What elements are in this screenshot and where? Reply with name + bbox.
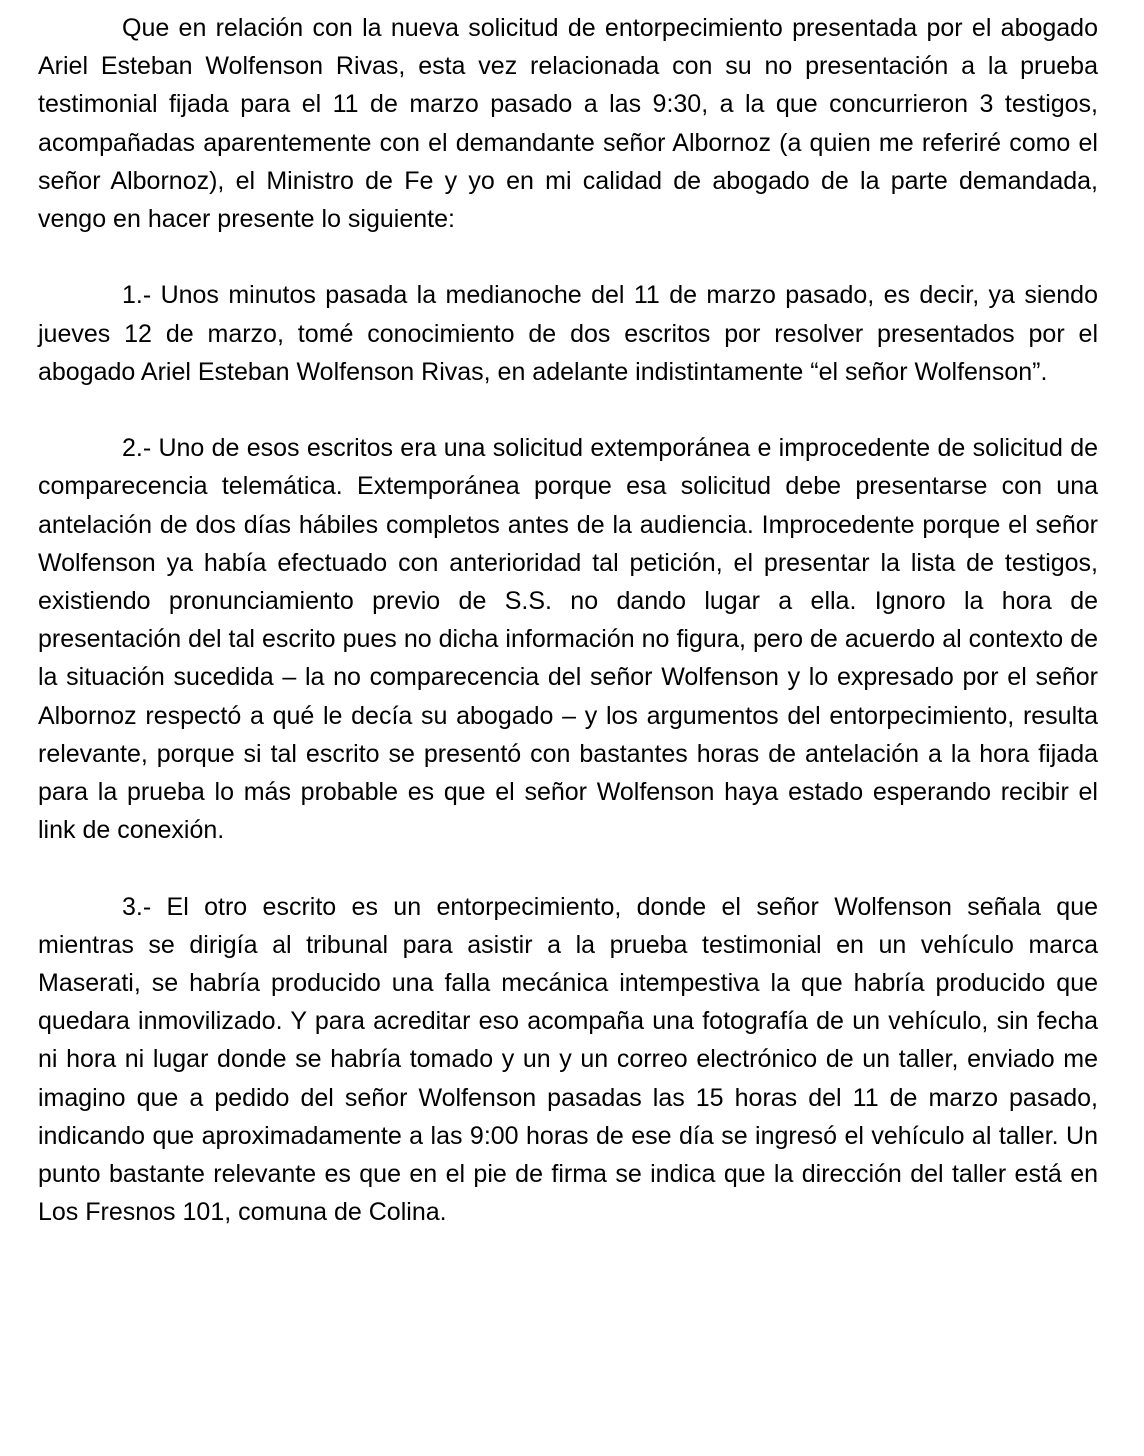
intro-paragraph: Que en relación con la nueva solicitud de entorpecimiento presentada por el abogado Ariel Esteban Wolfenson Rivas, esta vez relacionada con su no presentación a la prueba testimonial fijada para el 11 de marzo pasado a las 9:30, a la que concurrieron 3 testigos, acompañadas aparentemente con el demandante señor Albornoz (a quien me referiré como el señor Albornoz), el Ministro de Fe y yo en mi calidad de abogado de la parte demandada, vengo en hacer presente lo siguiente:: [38, 14, 1098, 234]
document-page: [38, 9, 1098, 1231]
point-2-paragraph: 2.- Uno de esos escritos era una solicitud extemporánea e improcedente de solicitud de comparecencia telemática. Extemporánea porque esa solicitud debe presentarse con una antelación de dos días hábiles completos antes de la audiencia. Improcedente porque el señor Wolfenson ya había efectuado con anterioridad tal petición, el presentar la lista de testigos, existiendo pronunciamiento previo de S.S. no dando lugar a ella. Ignoro la hora de presentación del tal escrito pues no dicha información no figura, pero de acuerdo al contexto de la situación sucedida – la no comparecencia del señor Wolfenson y lo expresado por el señor Albornoz respectó a qué le decía su abogado – y los argumentos del entorpecimiento, resulta relevante, porque si tal escrito se presentó con bastantes horas de antelación a la hora fijada para la prueba lo más probable es que el señor Wolfenson haya estado esperando recibir el link de conexión.: [38, 434, 1098, 845]
point-1-paragraph: 1.- Unos minutos pasada la medianoche del 11 de marzo pasado, es decir, ya siendo jueves 12 de marzo, tomé conocimiento de dos escritos por resolver presentados por el abogado Ariel Esteban Wolfenson Rivas, en adelante indistintamente “el señor Wolfenson”.: [38, 281, 1098, 386]
point-3-paragraph: 3.- El otro escrito es un entorpecimiento, donde el señor Wolfenson señala que mientras se dirigía al tribunal para asistir a la prueba testimonial en un vehículo marca Maserati, se habría producido una falla mecánica intempestiva la que habría producido que quedara inmovilizado. Y para acreditar eso acompaña una fotografía de un vehículo, sin fecha ni hora ni lugar donde se habría tomado y un y un correo electrónico de un taller, enviado me imagino que a pedido del señor Wolfenson pasadas las 15 horas del 11 de marzo pasado, indicando que aproximadamente a las 9:00 horas de ese día se ingresó el vehículo al taller. Un punto bastante relevante es que en el pie de firma se indica que la dirección del taller está en Los Fresnos 101, comuna de Colina.: [38, 892, 1098, 1227]
